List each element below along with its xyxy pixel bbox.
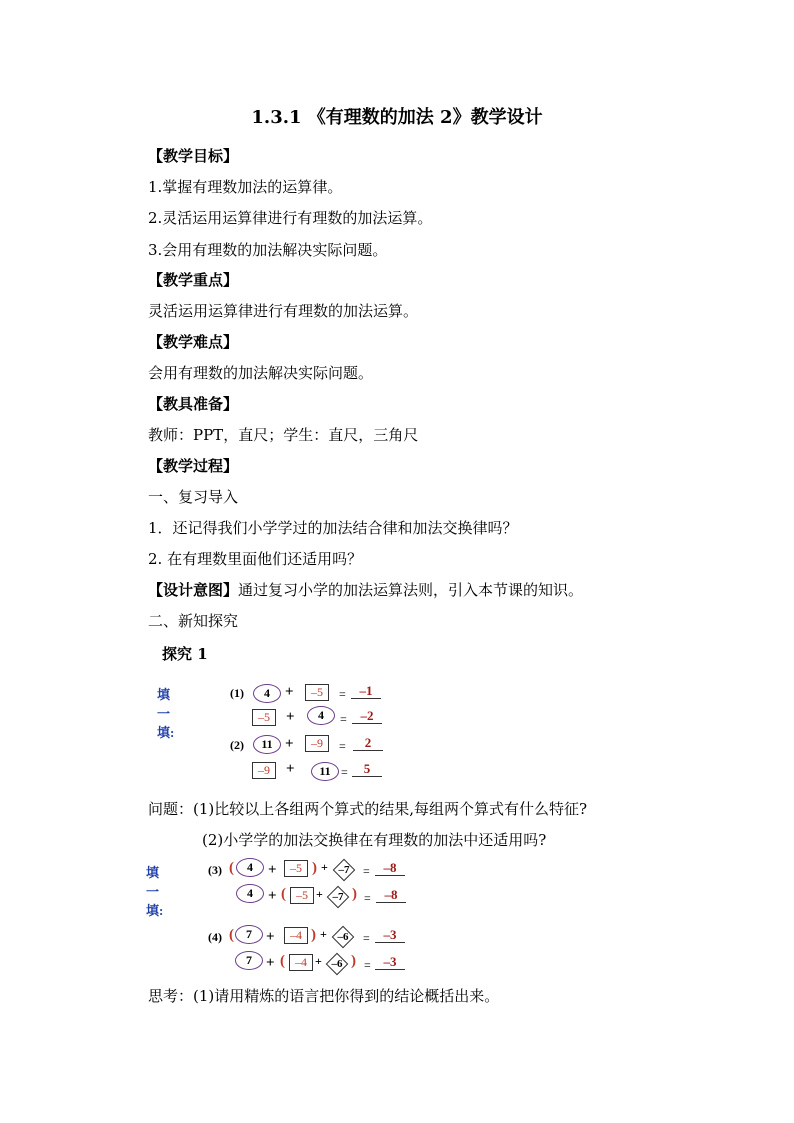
box-term: –5: [305, 684, 329, 701]
answer-blank[interactable]: –8: [376, 888, 406, 903]
right-paren: ): [311, 927, 316, 943]
diamond-value: –7: [332, 891, 344, 903]
heading-intent: 【设计意图】: [148, 581, 239, 599]
box-term: –9: [252, 762, 276, 779]
equals-sign: =: [339, 739, 346, 753]
right-paren: ): [351, 953, 356, 969]
diamond-value: –6: [331, 958, 343, 970]
tag-1: (1): [230, 686, 244, 700]
heading-process: 【教学过程】: [148, 457, 239, 475]
right-paren: ): [352, 886, 357, 902]
box-term: –5: [252, 709, 276, 726]
box-term: –4: [284, 927, 308, 944]
answer-blank[interactable]: 2: [353, 736, 383, 751]
answer-blank[interactable]: –1: [351, 684, 381, 699]
diamond-term: [327, 886, 350, 909]
page-title: 1.3.1 《有理数的加法 2》教学设计: [251, 107, 543, 128]
tag-2: (2): [230, 738, 244, 752]
right-paren: ): [312, 860, 317, 876]
plus-sign: +: [285, 684, 294, 700]
goal-2: 2.灵活运用运算律进行有理数的加法运算。: [148, 209, 433, 227]
fill-label-2: 填一填:: [146, 865, 164, 918]
ellipse-term: 7: [235, 925, 263, 944]
diamond-value: –7: [338, 864, 350, 876]
diamond-term: [326, 953, 349, 976]
review-q1: 1．还记得我们小学学过的加法结合律和加法交换律吗？: [148, 519, 518, 537]
equals-sign: =: [340, 712, 347, 726]
plus-sign: +: [286, 709, 295, 725]
plus-sign: +: [315, 954, 322, 968]
box-term: –9: [305, 735, 329, 752]
plus-sign: +: [268, 888, 277, 904]
answer-blank[interactable]: –8: [375, 861, 405, 876]
new-heading: 二、新知探究: [148, 612, 239, 630]
fill-label-1: 填一填:: [157, 687, 175, 740]
left-paren: (: [229, 860, 234, 876]
heading-difficulty: 【教学难点】: [148, 333, 239, 351]
tag-4: (4): [208, 930, 222, 944]
box-term: –4: [289, 954, 313, 971]
box-term: –5: [290, 887, 314, 904]
plus-sign: +: [316, 887, 323, 901]
plus-sign: +: [266, 929, 275, 945]
answer-blank[interactable]: 5: [352, 762, 382, 777]
goal-3: 3.会用有理数的加法解决实际问题。: [148, 241, 388, 259]
plus-sign: +: [285, 736, 294, 752]
tools-text: 教师：PPT，直尺；学生：直尺，三角尺: [148, 426, 419, 444]
diamond-value: –6: [337, 931, 349, 943]
answer-blank[interactable]: –3: [375, 928, 405, 943]
ellipse-term: 7: [235, 951, 263, 970]
review-heading: 一、复习导入: [148, 488, 239, 506]
difficulty-text: 会用有理数的加法解决实际问题。: [148, 364, 374, 382]
ellipse-term: 4: [253, 684, 281, 703]
heading-goals: 【教学目标】: [148, 147, 239, 165]
tag-3: (3): [208, 863, 222, 877]
equals-sign: =: [363, 864, 370, 878]
intent-line: [148, 580, 583, 600]
ellipse-term: 4: [236, 884, 264, 903]
think-1: 思考：(1)请用精炼的语言把你得到的结论概括出来。: [148, 987, 500, 1005]
plus-sign: +: [320, 927, 327, 941]
plus-sign: +: [286, 761, 295, 777]
equals-sign: =: [364, 891, 371, 905]
box-term: –5: [284, 860, 308, 877]
equals-sign: =: [339, 687, 346, 701]
goal-1: 1.掌握有理数加法的运算律。: [148, 178, 343, 196]
diamond-term: [332, 926, 355, 949]
diamond-term: [333, 859, 356, 882]
intent-text: 通过复习小学的加法运算法则，引入本节课的知识。: [238, 581, 584, 599]
explore-heading: 探究 1: [162, 645, 208, 663]
answer-blank[interactable]: –2: [352, 709, 382, 724]
ellipse-term: 11: [311, 762, 339, 781]
ellipse-term: 4: [307, 706, 335, 725]
question-2: (2)小学学的加法交换律在有理数的加法中还适用吗?: [202, 831, 547, 849]
key-text: 灵活运用运算律进行有理数的加法运算。: [148, 302, 419, 320]
left-paren: (: [229, 927, 234, 943]
plus-sign: +: [266, 955, 275, 971]
left-paren: (: [281, 886, 286, 902]
heading-tools: 【教具准备】: [148, 395, 239, 413]
heading-key: 【教学重点】: [148, 271, 239, 289]
ellipse-term: 11: [253, 735, 281, 754]
left-paren: (: [280, 953, 285, 969]
review-q2: 2. 在有理数里面他们还适用吗？: [148, 550, 363, 568]
equals-sign: =: [363, 931, 370, 945]
question-1: 问题：(1)比较以上各组两个算式的结果,每组两个算式有什么特征?: [148, 800, 588, 818]
answer-blank[interactable]: –3: [375, 955, 405, 970]
plus-sign: +: [268, 862, 277, 878]
plus-sign: +: [321, 860, 328, 874]
equals-sign: =: [341, 765, 348, 779]
ellipse-term: 4: [236, 858, 264, 877]
equals-sign: =: [364, 958, 371, 972]
